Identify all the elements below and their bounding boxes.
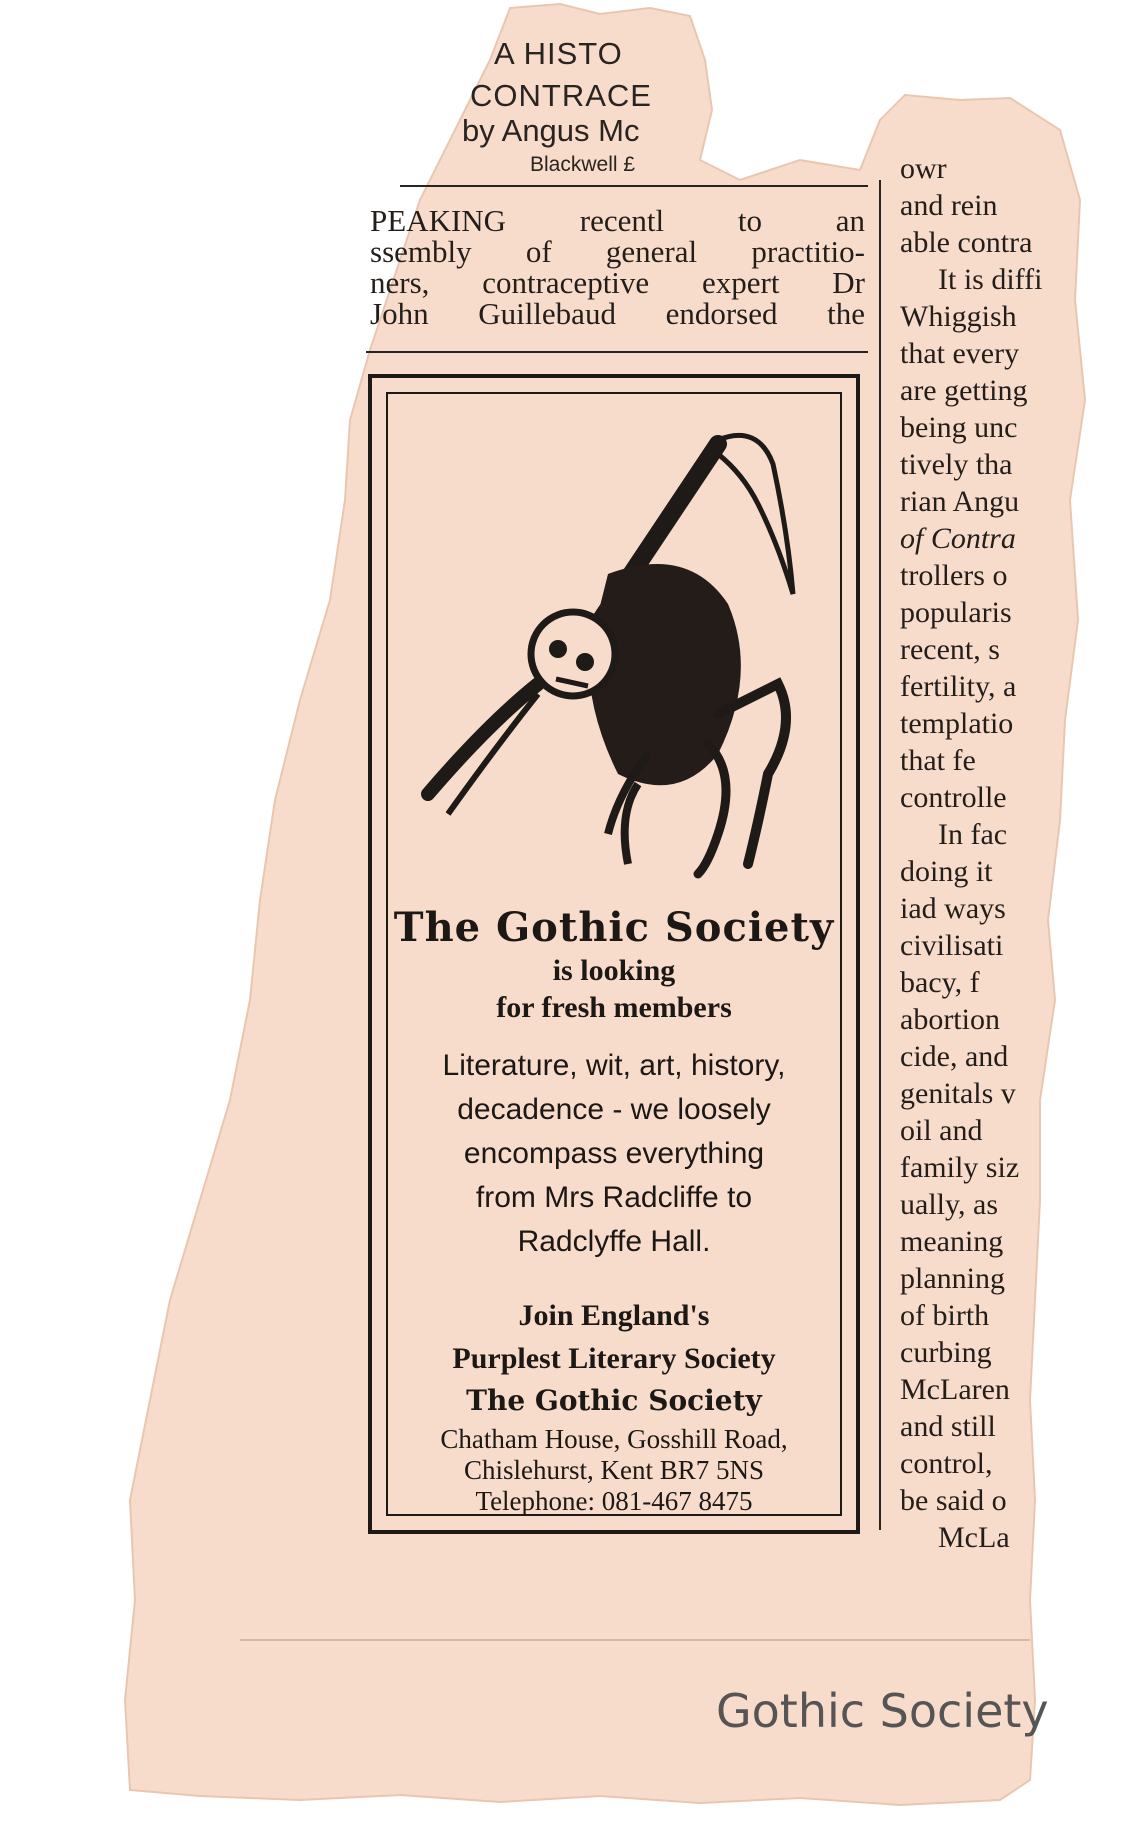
right-column-line: meaning xyxy=(900,1225,1004,1258)
right-column-line: Whiggish xyxy=(900,300,1017,333)
advert-address xyxy=(388,1424,840,1517)
advert-body-line: Literature, wit, art, history, xyxy=(442,1049,786,1082)
right-column-line: In fac xyxy=(938,818,1008,851)
lead-paragraph xyxy=(370,205,865,329)
right-column-line: be said o xyxy=(900,1484,1007,1517)
right-column-line: tively tha xyxy=(900,448,1013,481)
right-column-line: It is diffi xyxy=(938,263,1043,296)
watermark: Gothic Society xyxy=(716,1684,1049,1738)
right-column-line: doing it xyxy=(900,855,993,888)
right-column-line: family siz xyxy=(900,1151,1020,1184)
right-column-line: owr xyxy=(900,152,947,185)
right-column-line: templatio xyxy=(900,707,1014,740)
review-author: by Angus Mc xyxy=(462,113,640,148)
gothic-society-advert xyxy=(368,374,860,1534)
review-publisher: Blackwell £ xyxy=(530,153,636,176)
advert-signature: The Gothic Society xyxy=(466,1384,762,1417)
right-column-line: control, xyxy=(900,1447,993,1480)
advert-body xyxy=(388,1044,840,1264)
right-column-line: rian Angu xyxy=(900,485,1020,518)
right-column-line: able contra xyxy=(900,226,1033,259)
advert-join-line-2: Purplest Literary Society xyxy=(452,1342,776,1375)
right-column-line: fertility, a xyxy=(900,670,1017,703)
right-column-line: genitals v xyxy=(900,1077,1016,1110)
right-column-line: being unc xyxy=(900,411,1018,444)
right-column-line: recent, s xyxy=(900,633,1000,666)
advert-body-line: encompass everything xyxy=(463,1137,765,1170)
right-column-line: McLaren xyxy=(900,1373,1010,1406)
address-line: Chatham House, Gosshill Road, xyxy=(440,1424,788,1454)
advert-join-line-1: Join England's xyxy=(518,1299,710,1332)
right-column-line: planning xyxy=(900,1262,1005,1295)
advert-inner-border xyxy=(386,392,842,1516)
address-line: Chislehurst, Kent BR7 5NS xyxy=(463,1455,765,1485)
right-column-line: are getting xyxy=(900,374,1028,407)
advert-body-line: from Mrs Radcliffe to xyxy=(475,1181,753,1214)
advert-looking-line-2: for fresh members xyxy=(496,991,732,1024)
right-column-line: abortion xyxy=(900,1003,1000,1036)
lead-line: PEAKING recentl to an xyxy=(370,203,865,238)
right-column-line: and rein xyxy=(900,189,998,222)
right-column-line: and still xyxy=(900,1410,996,1443)
advert-join xyxy=(388,1294,840,1380)
advert-looking-line-1: is looking xyxy=(552,954,676,987)
right-column-line: controlle xyxy=(900,781,1007,814)
right-column-line: ually, as xyxy=(900,1188,999,1221)
right-column-line: that fe xyxy=(900,744,976,777)
lead-line: ssembly of general practitio- xyxy=(370,234,865,269)
grim-reaper-illustration xyxy=(388,394,848,894)
right-column-text xyxy=(900,150,1042,1556)
right-column-line: of birth xyxy=(900,1299,990,1332)
right-column-line: popularis xyxy=(900,596,1012,629)
right-column-line: civilisati xyxy=(900,929,1004,962)
right-column-line: that every xyxy=(900,337,1020,370)
address-line: Telephone: 081-467 8475 xyxy=(475,1486,753,1516)
lead-line: John Guillebaud endorsed the xyxy=(370,296,865,331)
advert-body-line: Radclyffe Hall. xyxy=(517,1225,711,1258)
right-column-line: curbing xyxy=(900,1336,992,1369)
right-column-line: trollers o xyxy=(900,559,1008,592)
right-column-line: McLa xyxy=(938,1521,1010,1554)
right-column-line: cide, and xyxy=(900,1040,1009,1073)
lead-line: ners, contraceptive expert Dr xyxy=(370,265,865,300)
right-column-line: oil and xyxy=(900,1114,983,1147)
right-column-line: iad ways xyxy=(900,892,1006,925)
advert-body-line: decadence - we loosely xyxy=(457,1093,771,1126)
review-title-line-2: CONTRACE xyxy=(470,78,652,113)
review-title-line-1: A HISTO xyxy=(494,36,623,71)
advert-title: The Gothic Society xyxy=(393,904,835,951)
right-column-line: of Contra xyxy=(900,522,1016,555)
right-column-line: bacy, f xyxy=(900,966,980,999)
